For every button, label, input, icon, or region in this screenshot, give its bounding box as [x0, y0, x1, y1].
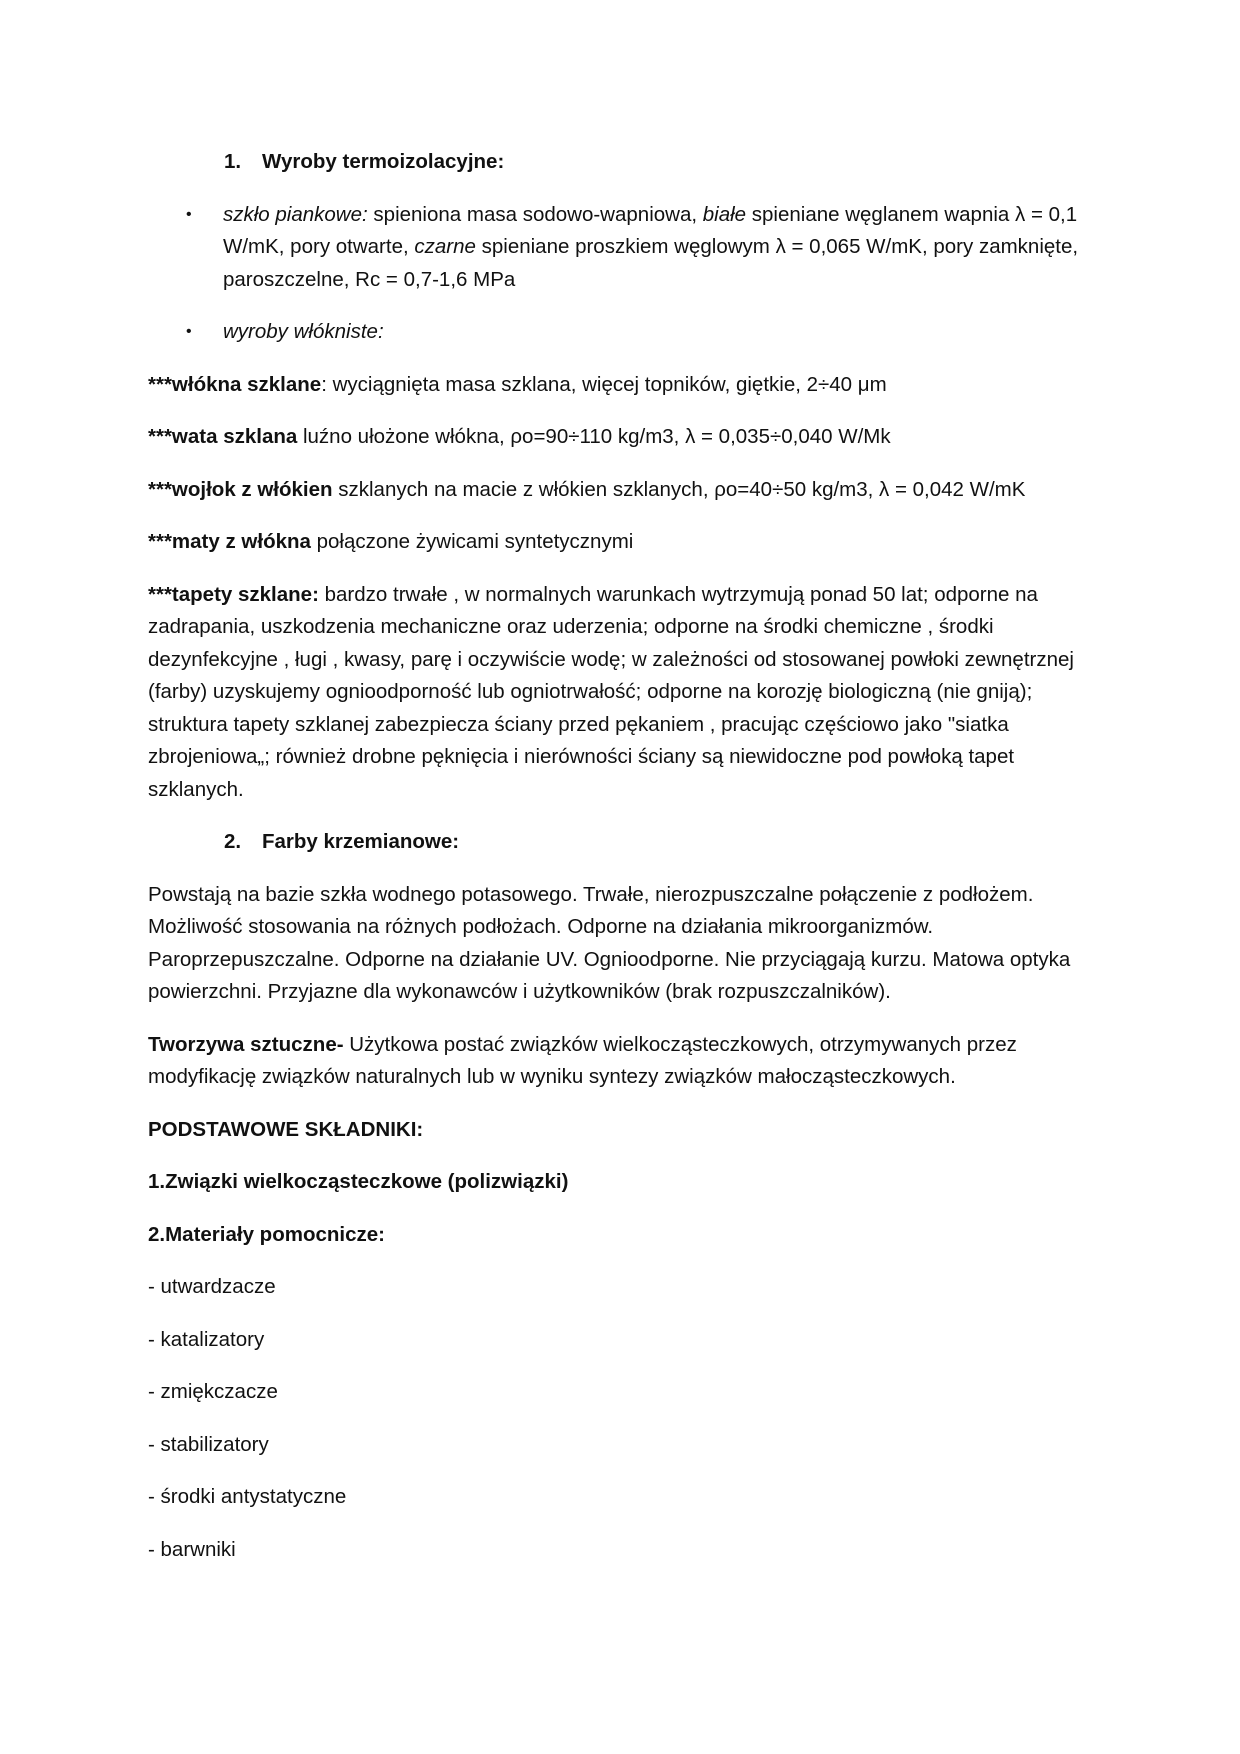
- material-list-item: - zmiękczacze: [148, 1380, 278, 1403]
- term-italic: czarne: [414, 235, 476, 258]
- tworzywa-paragraph: [148, 1029, 1100, 1094]
- section-title: Wyroby termoizolacyjne:: [262, 150, 505, 173]
- component-1-text: 1.Związki wielkocząsteczkowe (polizwiązki): [148, 1170, 569, 1193]
- material-list-item: - katalizatory: [148, 1327, 265, 1351]
- fiber-desc: : wyciągnięta masa szklana, więcej topników, giętkie, 2÷40 μm: [321, 372, 887, 396]
- text-run: spieniane węglanem wapnia λ = 0,1 W/mK, pory otwarte,: [223, 202, 1078, 258]
- fiber-desc: połączone żywicami syntetycznymi: [310, 530, 634, 553]
- bullet-text: wyroby włókniste:: [223, 320, 384, 343]
- fiber-item: [148, 526, 1100, 559]
- fiber-desc: luźno ułożone włókna, ρo=90÷110 kg/m3, λ = 0,035÷0,040 W/Mk: [297, 425, 891, 448]
- fiber-term: ***wata szklana: [148, 425, 298, 448]
- component-2-text: 2.Materiały pomocnicze:: [148, 1222, 385, 1246]
- component-1: [148, 1166, 1100, 1199]
- components-heading-text: PODSTAWOWE SKŁADNIKI:: [148, 1117, 424, 1141]
- fiber-term: ***wojłok z włókien: [148, 477, 333, 501]
- text-run: spieniona masa sodowo-wapniowa,: [367, 202, 703, 226]
- section-number: 2.: [224, 830, 242, 853]
- components-heading: [148, 1114, 1100, 1147]
- fiber-item: [148, 421, 1100, 454]
- fiber-term: ***włókna szklane: [148, 372, 322, 396]
- component-2: [148, 1219, 1100, 1252]
- bullet-text: [223, 199, 1100, 297]
- bullet-item-fibrous: [186, 316, 1100, 349]
- fiber-desc: bardzo trwałe , w normalnych warunkach wytrzymują ponad 50 lat; odporne na zadrapania, uszkodzenia mechaniczne oraz uderzenia; odporne na środki chemiczne , środki dezynfekcyjne , ługi , kwasy, parę i oczywiście wodę; w zależności od stosowanej powłoki zewnętrznej (farby) uzyskujemy ognioodporność lub ogniotrwałość; odporne na korozję biologiczną (nie gniją); struktura tapety szklanej zabezpiecza ściany przed pękaniem , pracując częściowo jako "siatka zbrojeniowa„; również drobne pęknięcia i nierówności ściany są niewidoczne pod powłoką tapet szklanych.: [148, 582, 1074, 801]
- section-title: Farby krzemianowe:: [262, 830, 460, 853]
- bullet-icon: •: [186, 205, 192, 223]
- term-italic: szkło piankowe:: [223, 202, 368, 226]
- material-list-item: - barwniki: [148, 1537, 236, 1561]
- bullet-icon: •: [186, 323, 192, 340]
- section-heading-1: [224, 146, 1100, 179]
- fiber-desc: szklanych na macie z włókien szklanych, ρo=40÷50 kg/m3, λ = 0,042 W/mK: [332, 477, 1026, 501]
- farby-paragraph: Powstają na bazie szkła wodnego potasowego. Trwałe, nierozpuszczalne połączenie z podłożem. Możliwość stosowania na różnych podłożach. Odporne na działania mikroorganizmów. Paroprzepuszczalne. Odporne na działanie UV. Ognioodporne. Nie przyciągają kurzu. Matowa optyka powierzchni. Przyjazne dla wykonawców i użytkowników (brak rozpuszczalników).: [148, 882, 1071, 1003]
- fiber-term: ***maty z włókna: [148, 530, 311, 553]
- tworzywa-term: Tworzywa sztuczne-: [148, 1032, 344, 1056]
- section-heading-2: [224, 826, 1100, 859]
- material-list-item: - stabilizatory: [148, 1432, 269, 1456]
- fiber-item: [148, 579, 1100, 807]
- fiber-item: [148, 369, 1100, 402]
- text-run: spieniane proszkiem węglowym λ = 0,065 W/mK, pory zamknięte, paroszczelne, Rc = 0,7-1,6 MPa: [223, 235, 1079, 291]
- term-italic: białe: [702, 202, 747, 226]
- bullet-item-foam-glass: [186, 199, 1100, 297]
- material-list-item: - środki antystatyczne: [148, 1485, 347, 1508]
- section-number: 1.: [224, 150, 242, 173]
- material-list-item: - utwardzacze: [148, 1275, 276, 1298]
- fiber-term: ***tapety szklane:: [148, 582, 319, 606]
- tworzywa-desc: Użytkowa postać związków wielkocząsteczkowych, otrzymywanych przez modyfikację związków naturalnych lub w wyniku syntezy związków małocząsteczkowych.: [148, 1032, 1017, 1088]
- fiber-item: [148, 474, 1100, 507]
